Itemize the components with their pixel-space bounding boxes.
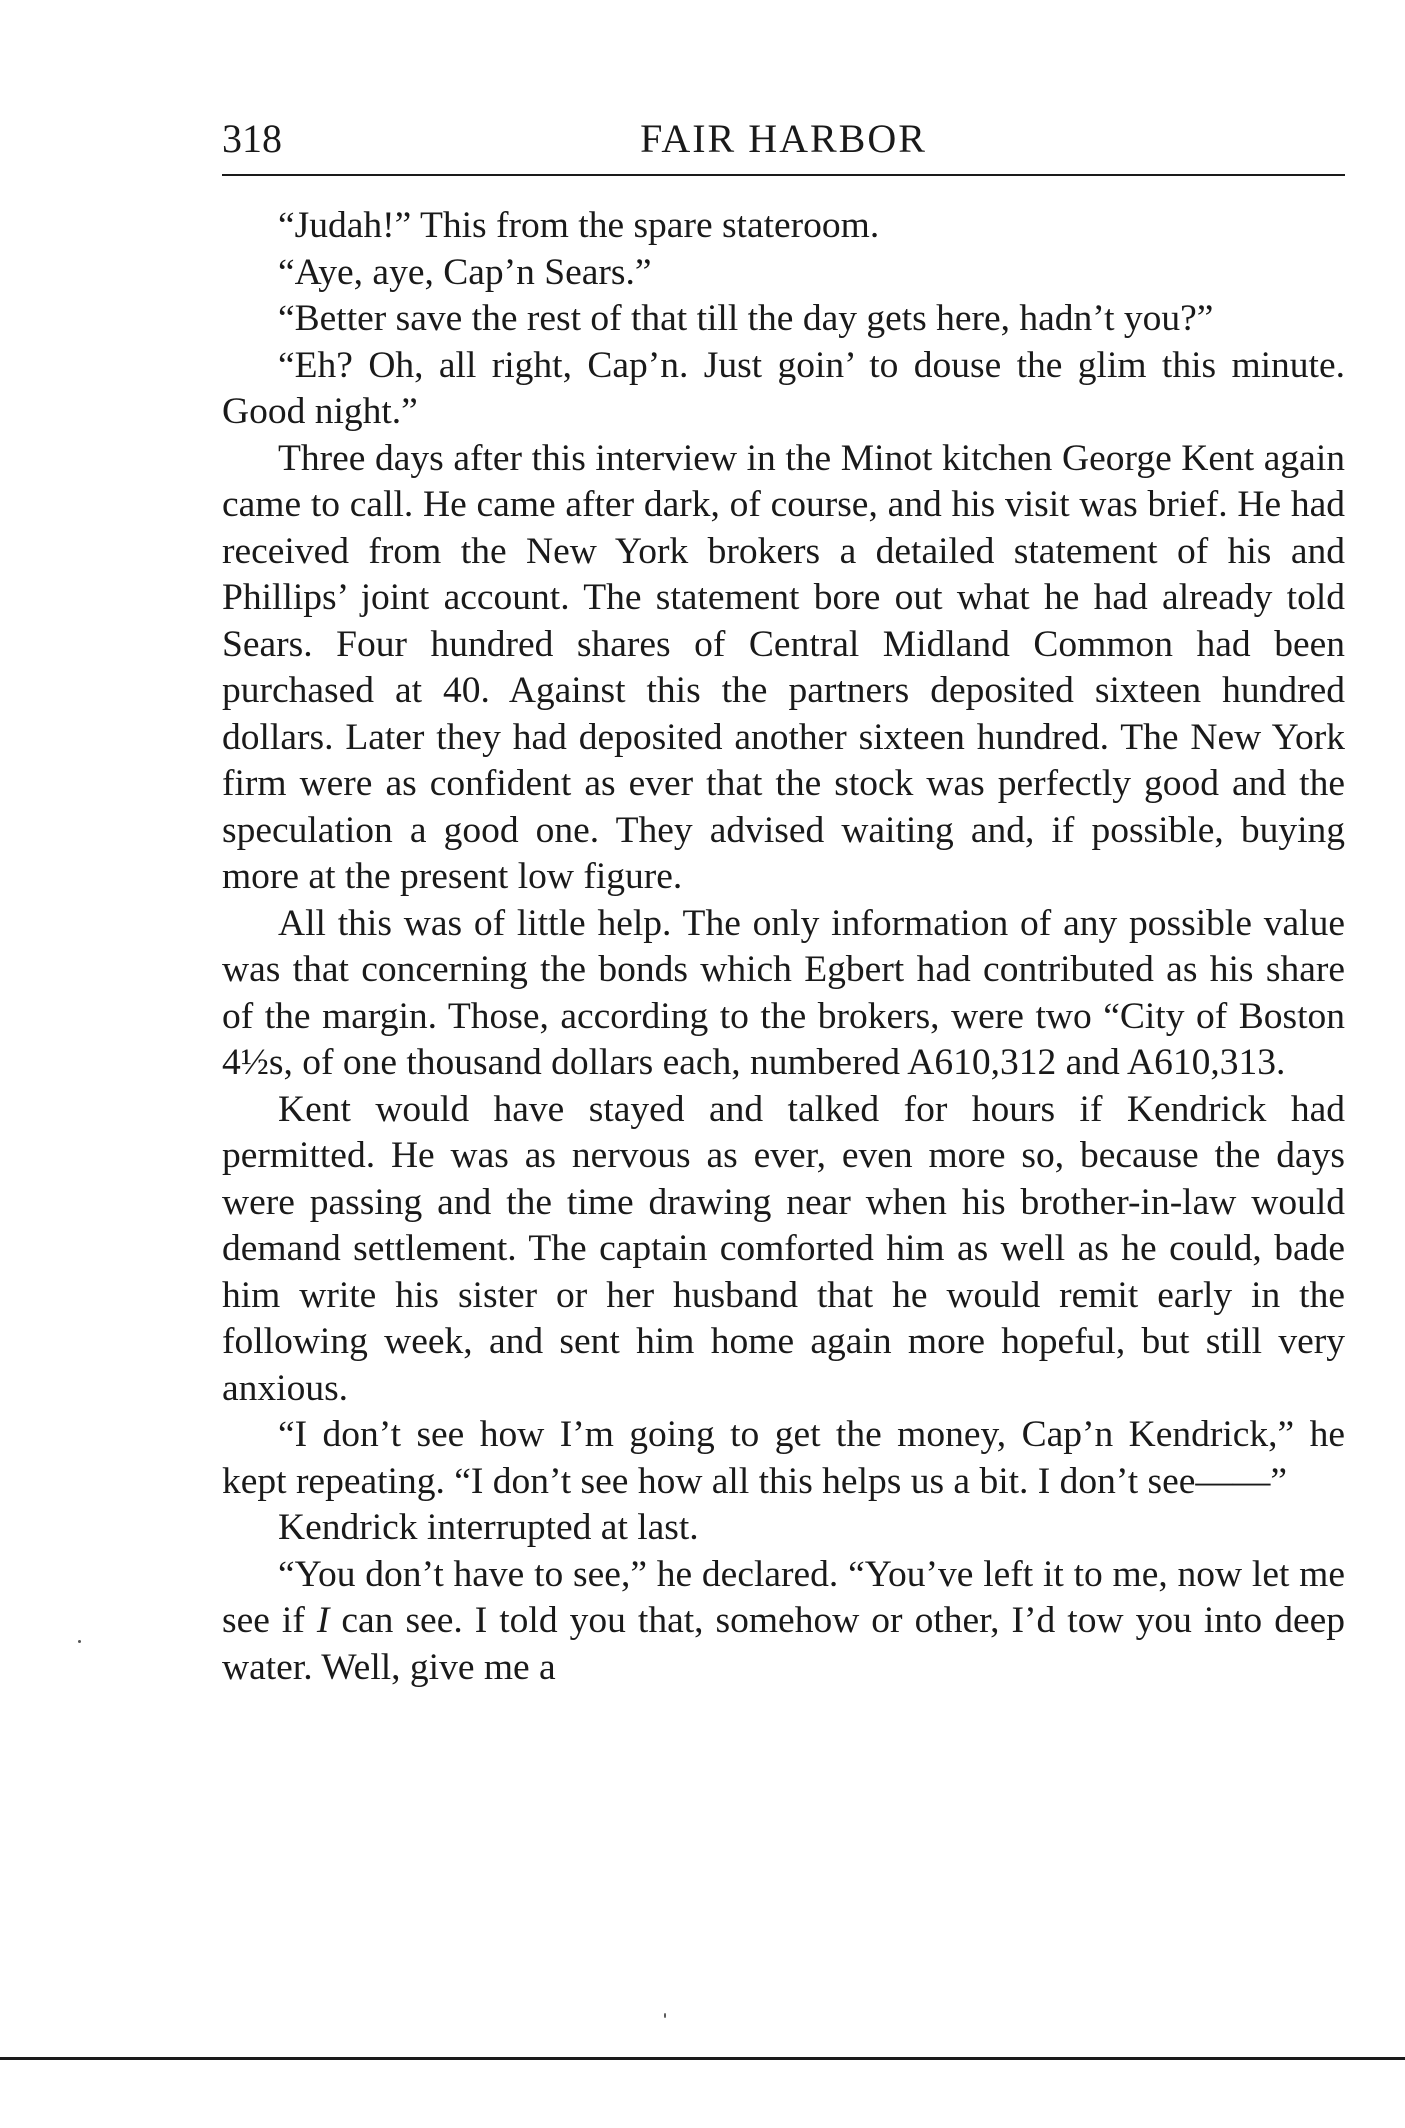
paragraph: “Judah!” This from the spare stateroom. [278,205,880,246]
paragraph: “Eh? Oh, all right, Cap’n. Just goin’ to douse the glim this minute. Good night.” [222,344,1345,432]
header-rule [222,174,1345,176]
page-number: 318 [222,116,282,161]
paragraph: Kendrick interrupted at last. [278,1507,699,1548]
paragraph: Kent would have stayed and talked for hours if Kendrick had permitted. He was as nervous as ever, even more so, because the days were passing and the time drawing near when his brother-in-law would demand settlement. The captain comforted him as well as he could, bade him write his sister or her husband that he would remit early in the following week, and sent him home again more hopeful, but still very anxious. [222,1088,1345,1409]
text-run: “You don’t have to see,” he declared. “You’ve left it to me, now let me see if [222,1553,1345,1641]
paragraph-final [222,1552,1345,1692]
paragraph: “Better save the rest of that till the day gets here, hadn’t you?” [278,298,1214,339]
paragraph: All this was of little help. The only information of any possible value was that concerning the bonds which Egbert had contributed as his share of the margin. Those, according to the brokers, were two “City of Boston 4½s, of one thousand dollars each, numbered A610,312 and A610,313. [222,902,1345,1083]
italic-emphasis: I [316,1600,330,1641]
running-head [222,108,1345,170]
paragraph: “Aye, aye, Cap’n Sears.” [278,251,652,293]
print-speck [664,2013,666,2018]
paragraph: “I don’t see how I’m going to get the money, Cap’n Kendrick,” he kept repeating. “I don’t see how all this helps us a bit. I don’t see——” [222,1414,1345,1502]
text-run: can see. I told you that, somehow or other, I’d tow you into deep water. Well, give me a [222,1600,1345,1688]
page-bottom-edge [0,2057,1405,2060]
body-text [222,203,1345,1691]
paragraph: Three days after this interview in the Minot kitchen George Kent again came to call. He came after dark, of course, and his visit was brief. He had received from the New York brokers a detailed statement of his and Phillips’ joint account. The statement bore out what he had already told Sears. Four hundred shares of Central Midland Common had been purchased at 40. Against this the partners deposited sixteen hundred dollars. Later they had deposited another sixteen hundred. The New York firm were as confident as ever that the stock was perfectly good and the speculation a good one. They advised waiting and, if possible, buying more at the present low figure. [222,437,1345,897]
print-speck [78,1640,81,1643]
running-title: FAIR HARBOR [640,116,927,161]
